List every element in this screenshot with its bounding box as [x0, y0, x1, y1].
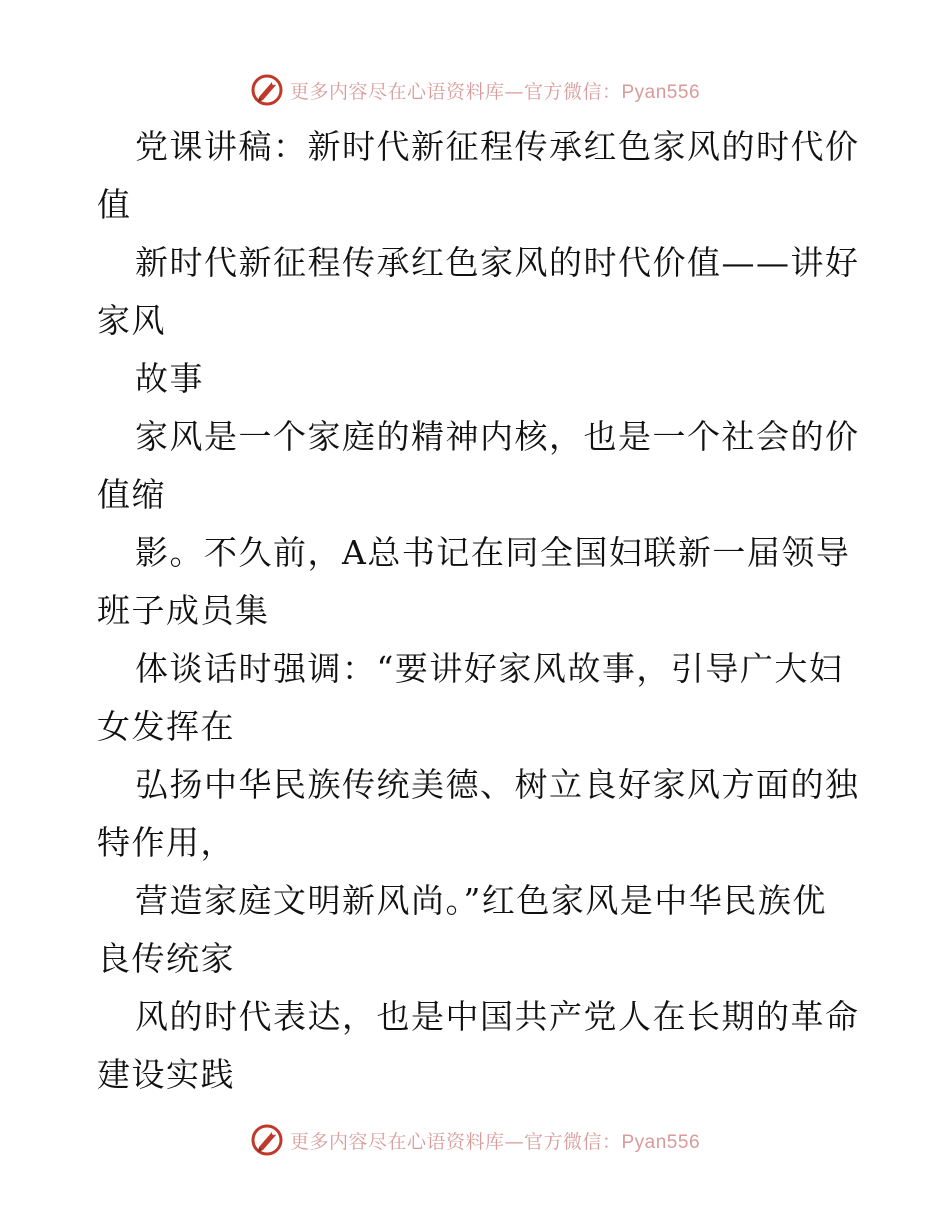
text-line: 家风 — [97, 301, 166, 340]
header-watermark — [0, 70, 950, 110]
text-line: 建设实践 — [97, 1055, 235, 1094]
text-line: 党课讲稿：新时代新征程传承红色家风的时代价 — [135, 127, 860, 166]
text-line: 值缩 — [97, 475, 166, 514]
text-line: 营造家庭文明新风尚。”红色家风是中华民族优 — [135, 881, 827, 920]
text-line: 体谈话时强调：“要讲好家风故事，引导广大妇 — [135, 649, 844, 688]
text-line: 风的时代表达，也是中国共产党人在长期的革命 — [135, 997, 860, 1036]
footer-watermark — [0, 1120, 950, 1160]
text-line: 特作用， — [97, 823, 235, 862]
text-line: 女发挥在 — [97, 707, 235, 746]
red-circle-pen-logo-icon — [250, 1123, 284, 1157]
text-line: 良传统家 — [97, 939, 235, 978]
document-body — [97, 118, 860, 1104]
text-line: 新时代新征程传承红色家风的时代价值——讲好 — [135, 243, 860, 282]
watermark-text: 更多内容尽在心语资料库—官方微信：Pyan556 — [289, 1130, 701, 1153]
red-circle-pen-logo-icon — [250, 73, 284, 107]
text-line: 值 — [97, 185, 132, 224]
text-line: 弘扬中华民族传统美德、树立良好家风方面的独 — [135, 765, 860, 804]
text-line: 故事 — [135, 359, 204, 398]
watermark-text: 更多内容尽在心语资料库—官方微信：Pyan556 — [289, 80, 701, 103]
text-line: 家风是一个家庭的精神内核，也是一个社会的价 — [135, 417, 860, 456]
text-line: 班子成员集 — [97, 591, 270, 630]
text-line: 影。不久前，A总书记在同全国妇联新一届领导 — [135, 533, 851, 572]
